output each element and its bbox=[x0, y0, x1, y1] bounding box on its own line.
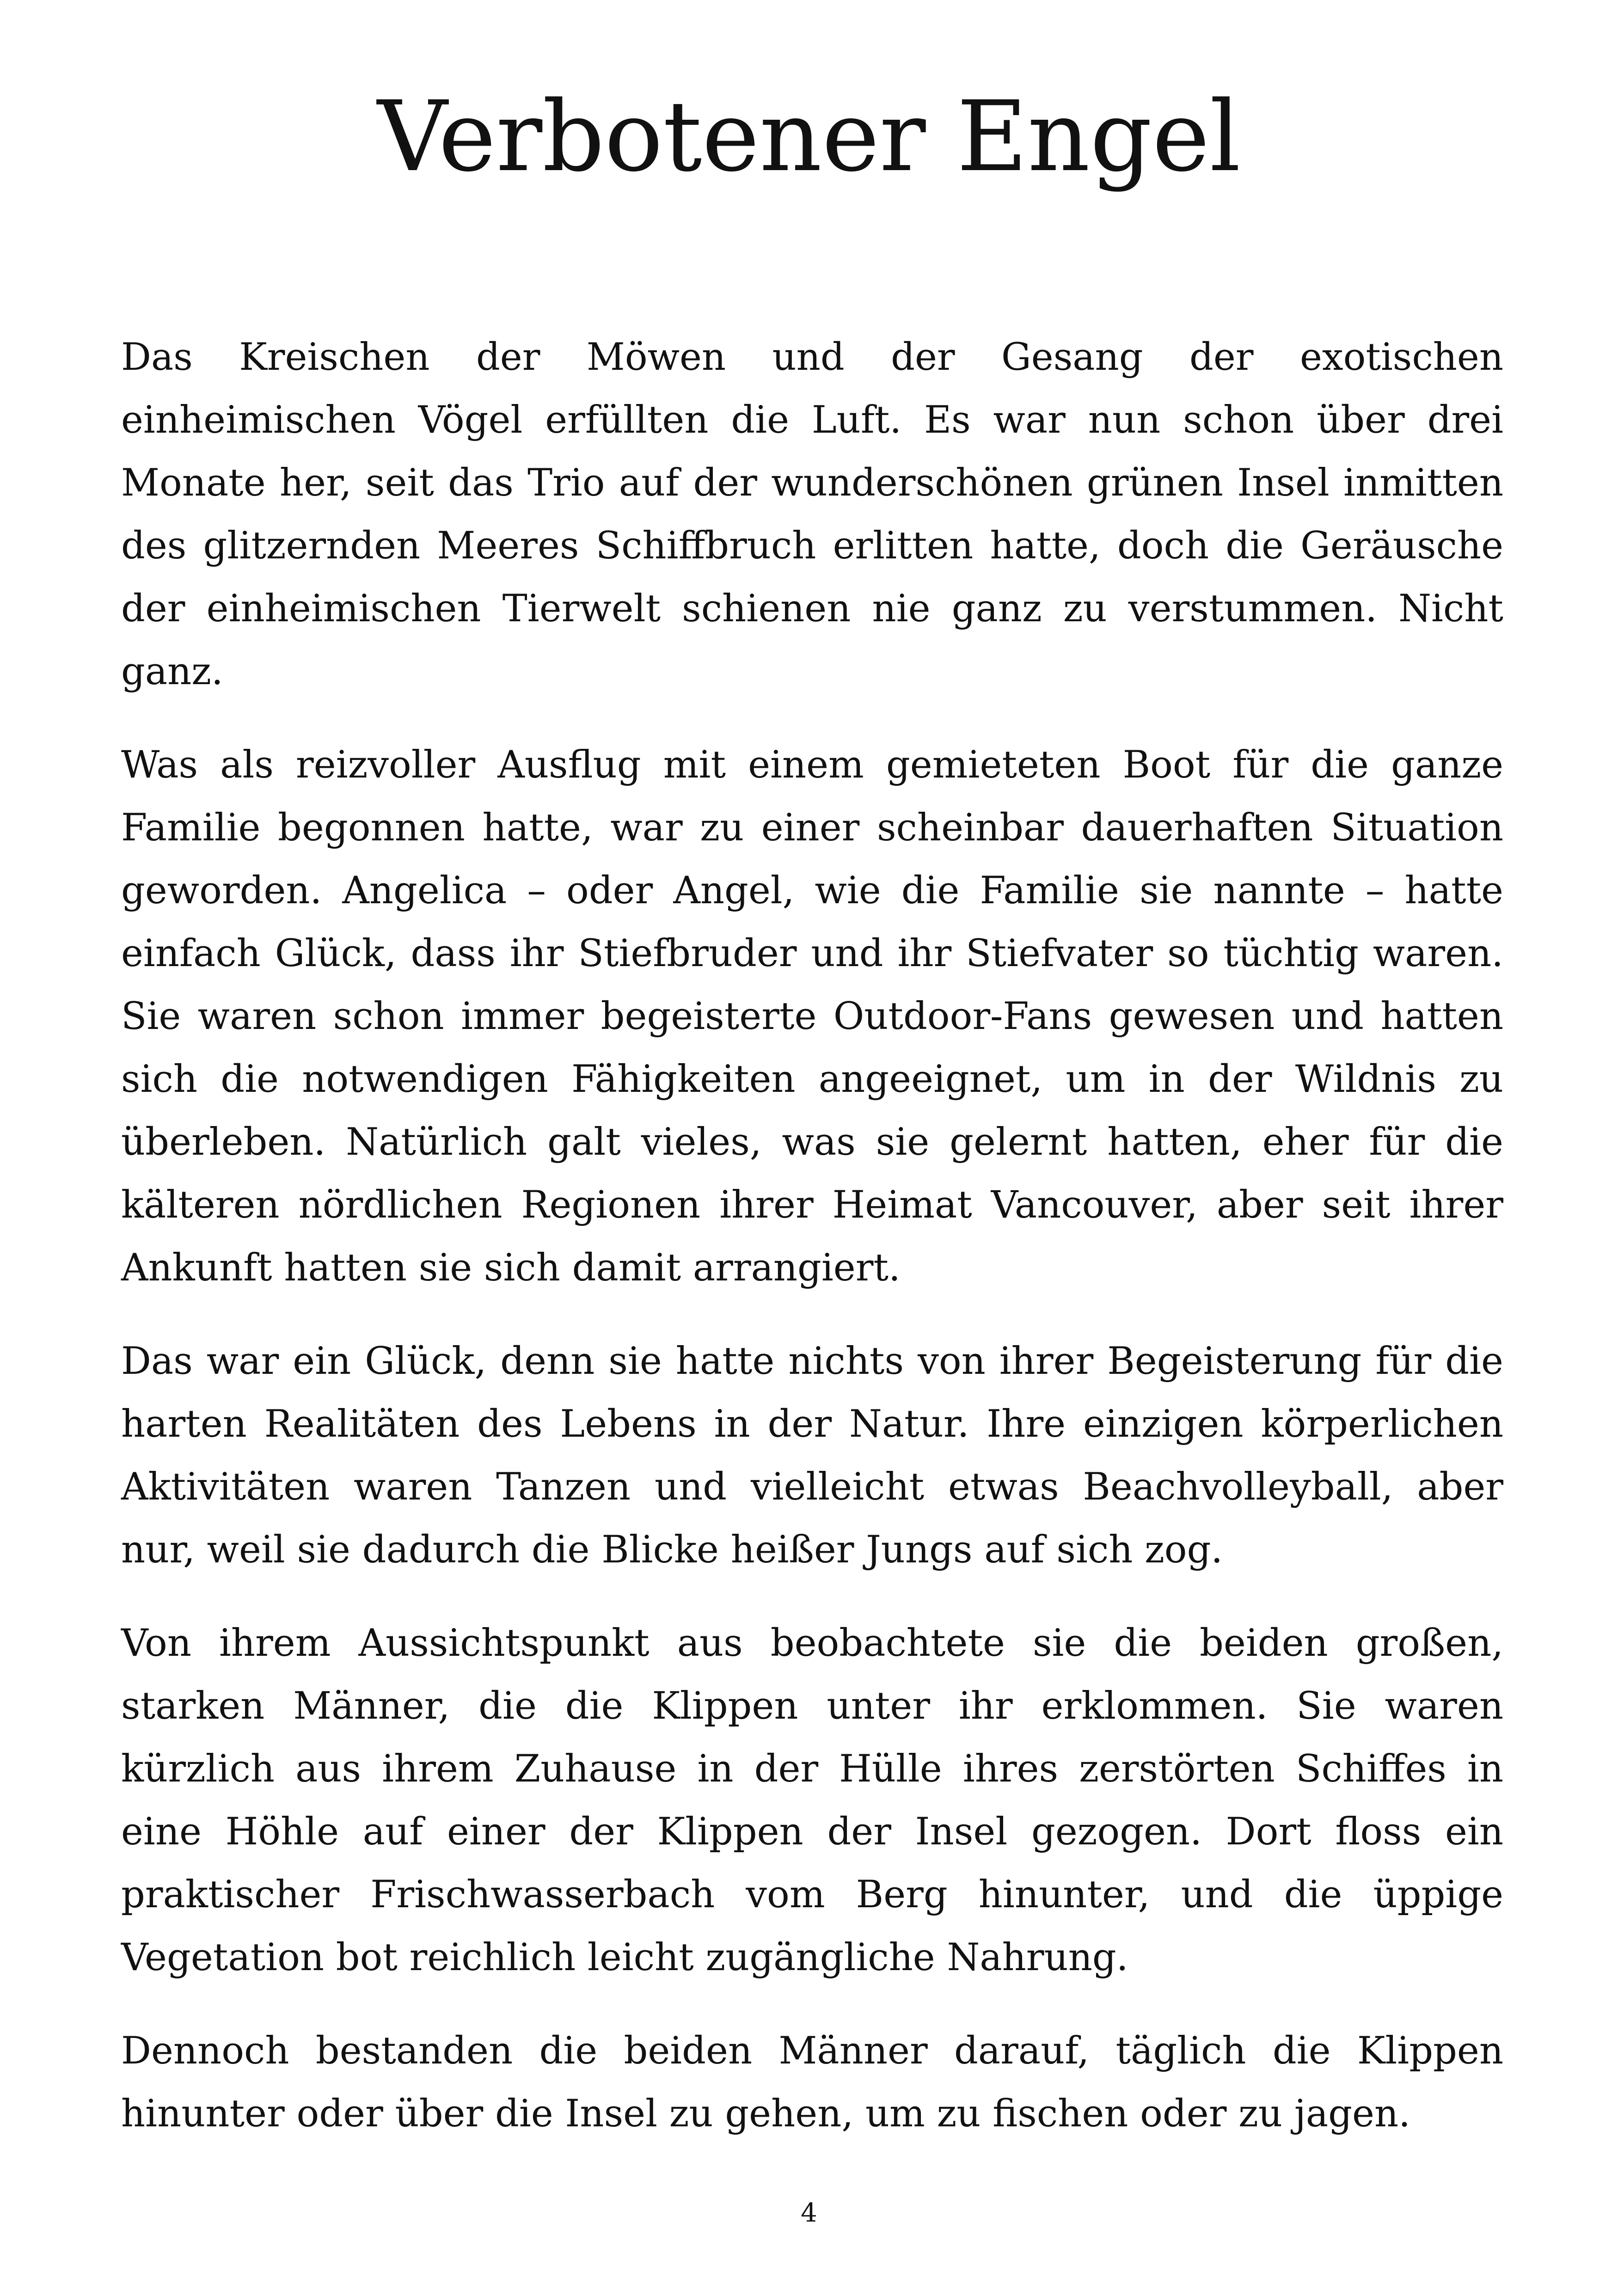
page-number: 4 bbox=[801, 2198, 817, 2228]
page-title: Verbotener Engel bbox=[377, 80, 1241, 193]
paragraph-2: Was als reizvoller Ausflug mit einem gemieteten Boot für die ganze Familie begonnen hatte, war zu einer scheinbar dauerhaften Situation geworden. Angelica – oder Angel, wie die Familie sie nannte – hatte einfach Glück, dass ihr Stiefbruder und ihr Stiefvater so tüchtig waren. Sie waren schon immer begeisterte Outdoor-Fans gewesen und hatten sich die notwendigen Fähigkeiten angeeignet, um in der Wildnis zu überleben. Natürlich galt vieles, was sie gelernt hatten, eher für die kälteren nördlichen Regionen ihrer Heimat Vancouver, aber seit ihrer Ankunft hatten sie sich damit arrangiert. bbox=[121, 743, 1503, 1290]
paragraph-4: Von ihrem Aussichtspunkt aus beobachtete sie die beiden großen, starken Männer, die die Klippen unter ihr erklommen. Sie waren kürzlich aus ihrem Zuhause in der Hülle ihres zerstörten Schiffes in eine Höhle auf einer der Klippen der Insel gezogen. Dort floss ein praktischer Frischwasserbach vom Berg hinunter, und die üppige Vegetation bot reichlich leicht zugängliche Nahrung. bbox=[121, 1622, 1503, 1979]
paragraph-3: Das war ein Glück, denn sie hatte nichts von ihrer Begeisterung für die harten Realitäten des Lebens in der Natur. Ihre einzigen körperlichen Aktivitäten waren Tanzen und vielleicht etwas Beachvolleyball, aber nur, weil sie dadurch die Blicke heißer Jungs auf sich zog. bbox=[121, 1340, 1503, 1572]
paragraph-1: Das Kreischen der Möwen und der Gesang der exotischen einheimischen Vögel erfüllten die Luft. Es war nun schon über drei Monate her, seit das Trio auf der wunderschönen grünen Insel inmitten des glitzernden Meeres Schiffbruch erlitten hatte, doch die Geräusche der einheimischen Tierwelt schienen nie ganz zu verstummen. Nicht ganz. bbox=[121, 336, 1503, 693]
body-text bbox=[121, 326, 1503, 2176]
paragraph-5: Dennoch bestanden die beiden Männer darauf, täglich die Klippen hinunter oder über die Insel zu gehen, um zu fischen oder zu jagen. bbox=[121, 2029, 1503, 2136]
